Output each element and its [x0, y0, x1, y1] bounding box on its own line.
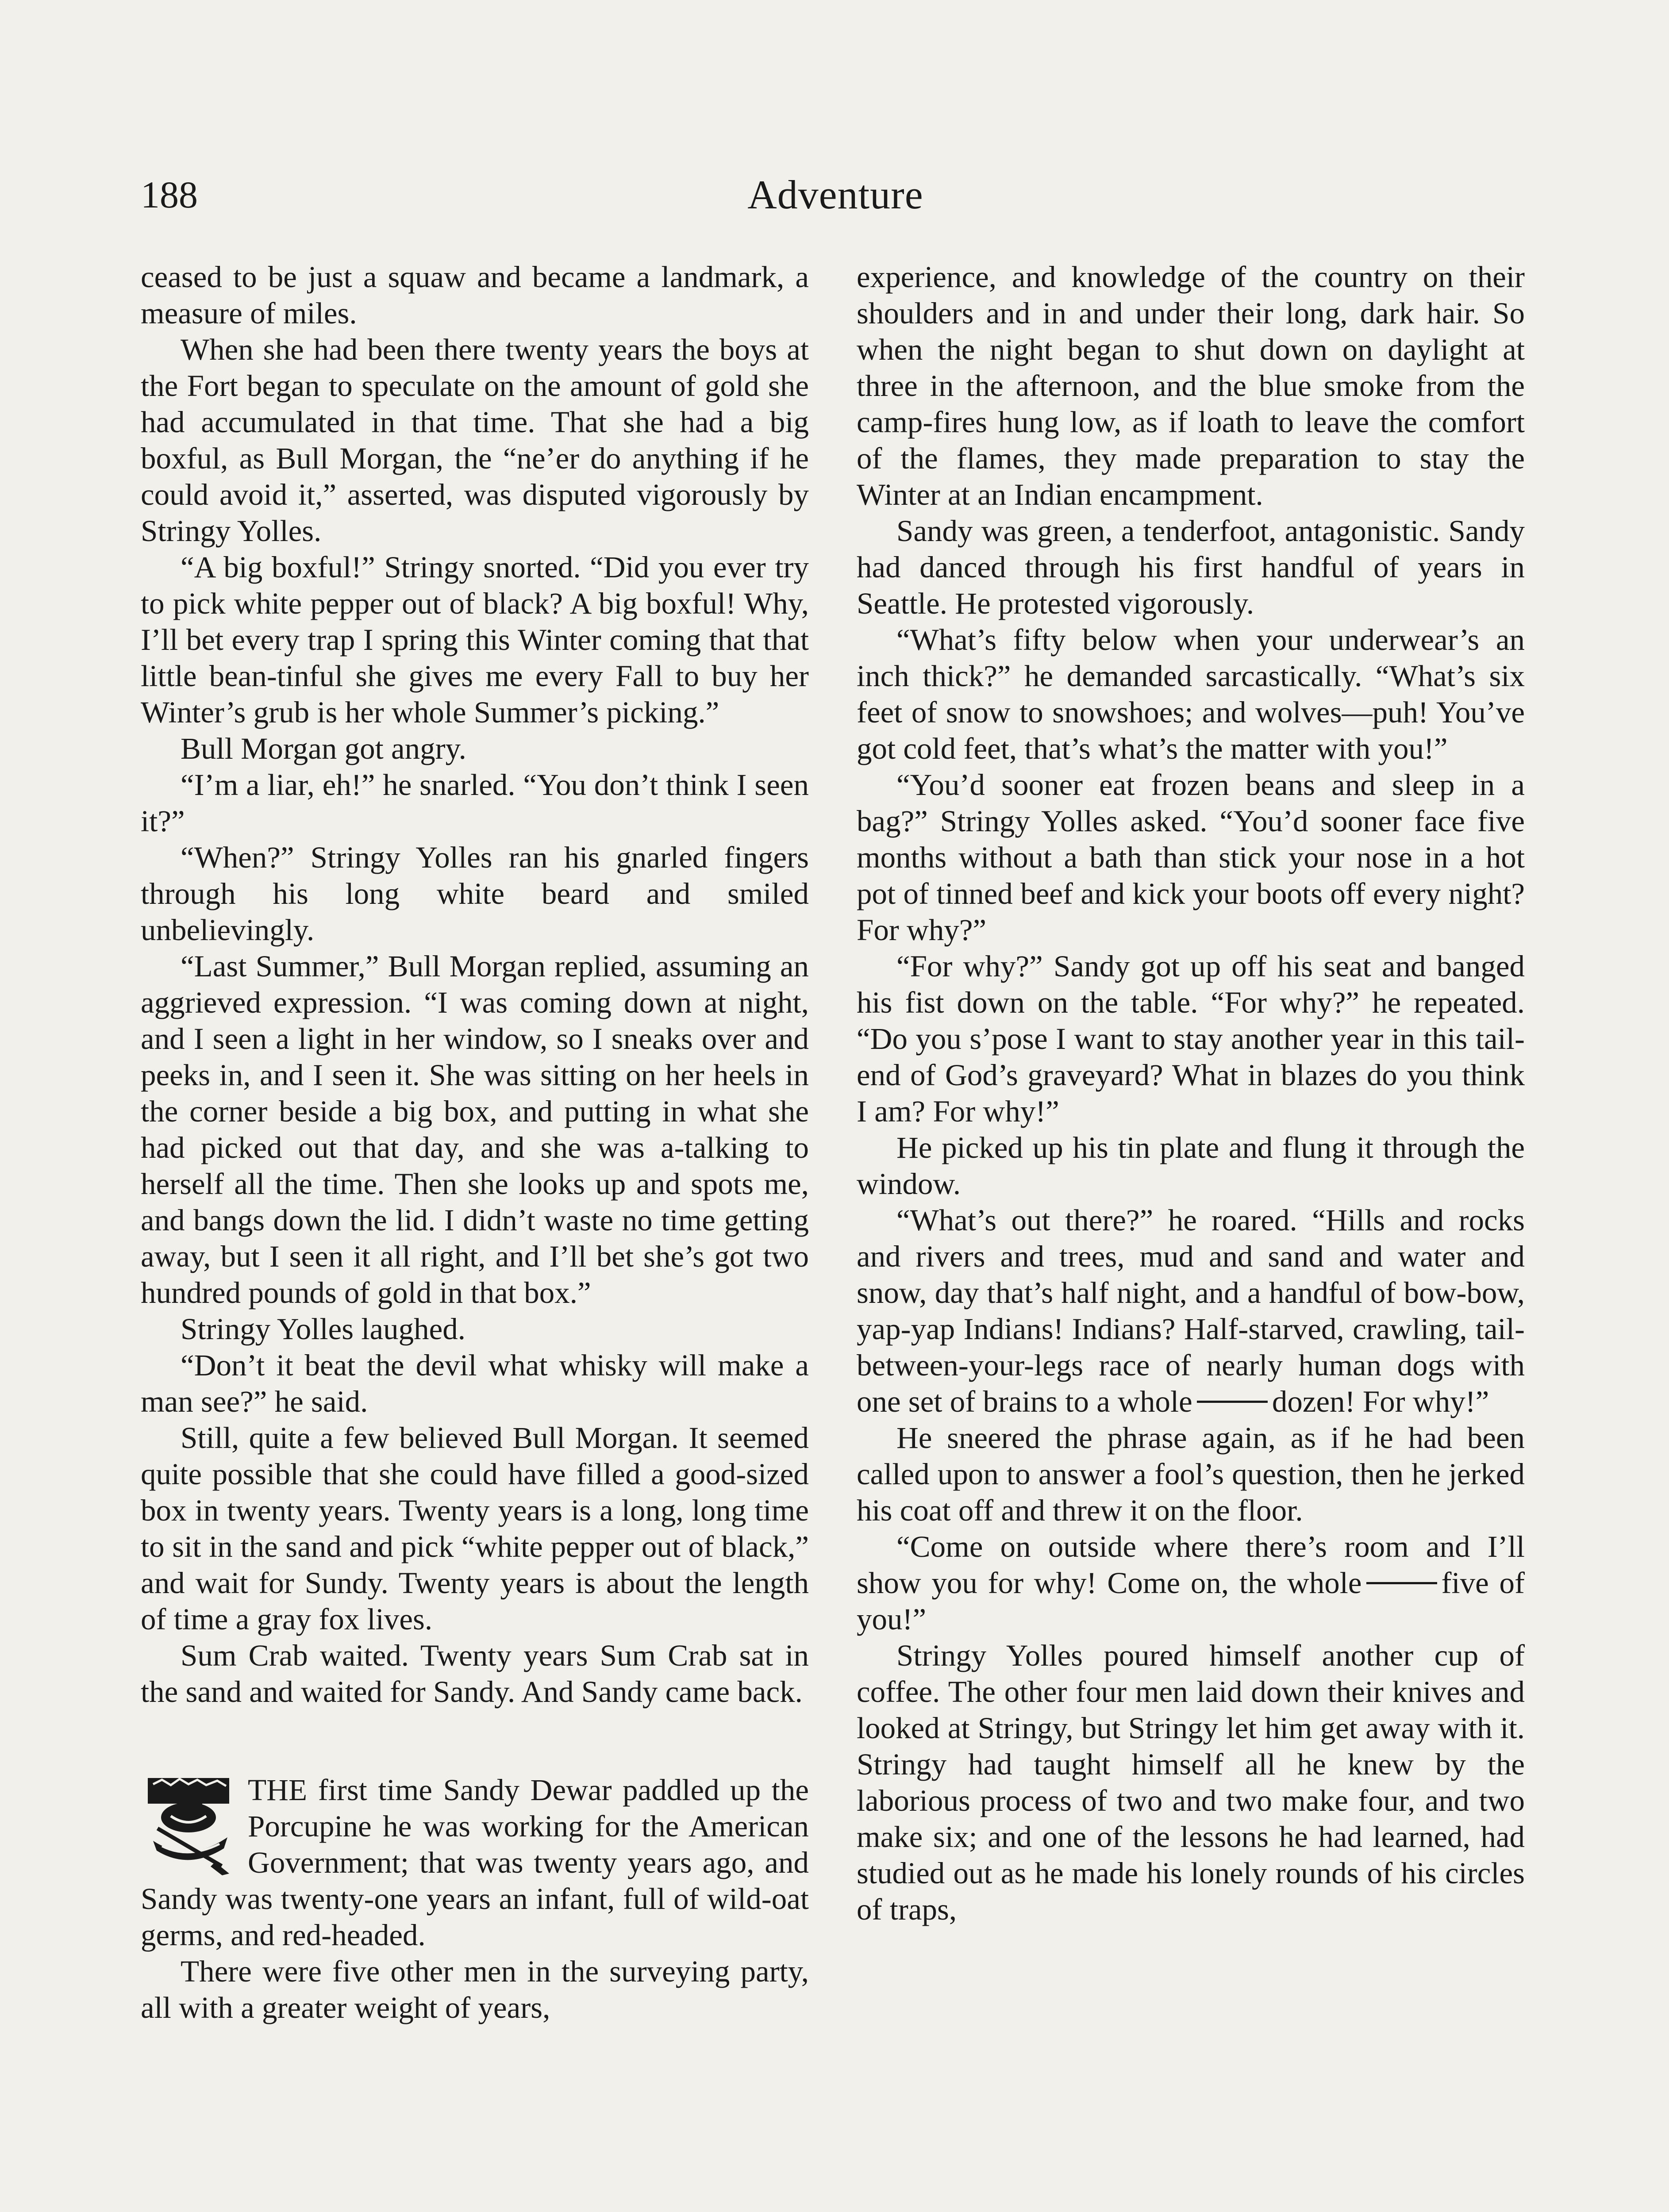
- paragraph: experience, and knowledge of the country on their shoulders and in and under their long, dark hair. So when the night began to shut down on daylight at three in the afternoon, and the blue smoke from the camp-fires hung low, as if loath to leave the comfort of the flames, they made preparation to stay the Winter at an Indian encampment.: [857, 260, 1525, 511]
- paragraph: Sandy was green, a tenderfoot, antagonistic. Sandy had danced through his first handful of years in Seattle. He protested vigorously.: [857, 514, 1525, 620]
- section-opening-text: THE first time Sandy Dewar paddled up the Porcupine he was working for the American Government; that was twenty years ago, and Sandy was twenty-one years an infant, full of wild-oat germs, and red-headed.: [141, 1773, 809, 1952]
- paragraph: “I’m a liar, eh!” he snarled. “You don’t think I seen it?”: [141, 768, 809, 838]
- paragraph: Stringy Yolles poured himself another cup of coffee. The other four men laid down their knives and looked at Stringy, but Stringy let him get away with it. Stringy had taught himself all he knew by the laborious process of two and two make four, and two make six; and one of the lessons he had learned, had studied out as he made his lonely rounds of his circles of traps,: [857, 1639, 1525, 1926]
- paragraph: Stringy Yolles laughed.: [181, 1312, 466, 1346]
- paragraph: When she had been there twenty years the boys at the Fort began to speculate on the amount of gold she had accumulated in that time. That she had a big boxful, as Bull Morgan, the “ne’er do anything if he could avoid it,” asserted, was disputed vigorously by Stringy Yolles.: [141, 333, 809, 548]
- dialogue-text: dozen! For why!”: [1272, 1385, 1489, 1418]
- canoe-paddler-icon: [144, 1775, 233, 1877]
- paragraph: Still, quite a few believed Bull Morgan. It seemed quite possible that she could have filled a good-sized box in twenty years. Twenty years is a long, long time to sit in the sand and pick “white pepper out of black,” and wait for Sundy. Twenty years is about the length of time a gray fox lives.: [141, 1421, 809, 1636]
- paragraph: Bull Morgan got angry.: [181, 732, 466, 765]
- dialogue-text: five of you!”: [857, 1566, 1525, 1636]
- paragraph: “You’d sooner eat frozen beans and sleep in a bag?” Stringy Yolles asked. “You’d sooner face five months without a bath than stick your nose in a hot pot of tinned beef and kick your boots off every night? For why?”: [857, 768, 1525, 947]
- left-column: [141, 259, 809, 2026]
- em-dash-rule: [1366, 1582, 1437, 1584]
- paragraph: “What’s fifty below when your underwear’s an inch thick?” he demanded sarcastically. “What’s six feet of snow to snowshoes; and wolves—puh! You’ve got cold feet, that’s what’s the matter with you!”: [857, 623, 1525, 765]
- dialogue-text: “Come on outside where there’s room and I’ll show you for why! Come on, the whole: [857, 1530, 1525, 1600]
- section-opening-paragraph: [141, 1772, 809, 1953]
- right-column: [857, 259, 1525, 1928]
- section-break: [141, 1710, 809, 1772]
- paragraph: He picked up his tin plate and flung it through the window.: [857, 1131, 1525, 1201]
- paragraph: [857, 1528, 1525, 1637]
- em-dash-rule: [1197, 1401, 1268, 1403]
- paragraph: ceased to be just a squaw and became a landmark, a measure of miles.: [141, 260, 809, 330]
- paragraph: “A big boxful!” Stringy snorted. “Did you ever try to pick white pepper out of black? A big boxful! Why, I’ll bet every trap I spring this Winter coming that that little bean-tinful she gives me every Fall to buy her Winter’s grub is her whole Summer’s picking.”: [141, 550, 809, 729]
- paragraph: “Last Summer,” Bull Morgan replied, assuming an aggrieved expression. “I was coming down at night, and I seen a light in her window, so I sneaks over and peeks in, and I seen it. She was sitting on her heels in the corner beside a big box, and putting in what she had picked out that day, and she was a-talking to herself all the time. Then she looks up and spots me, and bangs down the lid. I didn’t waste no time getting away, but I seen it all right, and I’ll bet she’s got two hundred pounds of gold in that box.”: [141, 949, 809, 1310]
- paragraph: “When?” Stringy Yolles ran his gnarled fingers through his long white beard and smiled unbelievingly.: [141, 841, 809, 947]
- page-number: 188: [141, 173, 198, 216]
- paragraph: “For why?” Sandy got up off his seat and banged his fist down on the table. “For why?” he repeated. “Do you s’pose I want to stay another year in this tail-end of God’s graveyard? What in blazes do you think I am? For why!”: [857, 949, 1525, 1128]
- paragraph: “Don’t it beat the devil what whisky will make a man see?” he said.: [141, 1348, 809, 1418]
- paragraph: There were five other men in the surveying party, all with a greater weight of years,: [141, 1955, 809, 2024]
- page-header: [141, 164, 1530, 226]
- running-head: Adventure: [747, 172, 923, 217]
- paragraph: [857, 1202, 1525, 1420]
- dialogue-text: “What’s out there?” he roared. “Hills and rocks and rivers and trees, mud and sand and water and snow, day that’s half night, and a handful of bow-bow, yap-yap Indians! Indians? Half-starved, crawling, tail-between-your-legs race of nearly human dogs with one set of brains to a whole: [857, 1203, 1525, 1418]
- paragraph: Sum Crab waited. Twenty years Sum Crab sat in the sand and waited for Sandy. And Sandy came back.: [141, 1639, 809, 1709]
- paragraph: He sneered the phrase again, as if he had been called upon to answer a fool’s question, then he jerked his coat off and threw it on the floor.: [857, 1421, 1525, 1527]
